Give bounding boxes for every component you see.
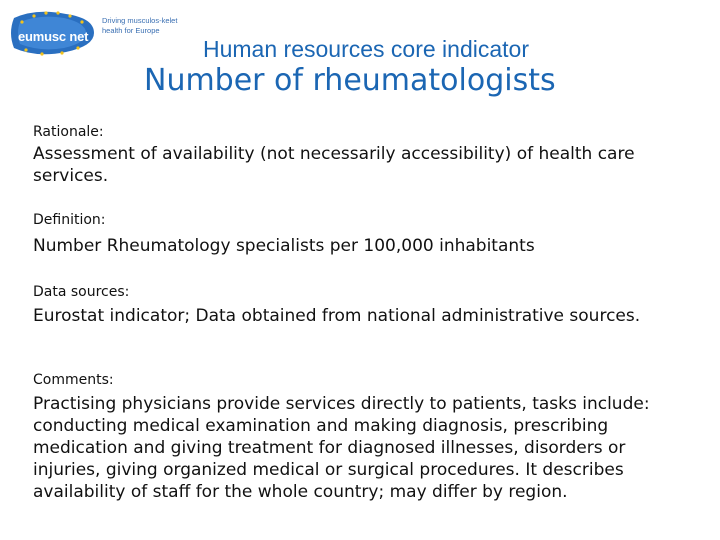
- rationale-text: [33, 143, 713, 187]
- rationale-label: Rationale:: [33, 124, 104, 140]
- comments-text-line3: medication and giving treatment for diagnosed illnesses, disorders or: [33, 438, 626, 458]
- comments-section: [33, 371, 713, 503]
- data-sources-label: Data sources:: [33, 284, 130, 300]
- rationale-text-line1: Assessment of availability (not necessarily accessibility) of health care: [33, 144, 635, 164]
- logo-wordmark: eumusc net: [18, 29, 89, 44]
- logo-tagline-line2: health for Europe: [102, 26, 160, 35]
- definition-text: Number Rheumatology specialists per 100,000 inhabitants: [33, 236, 535, 256]
- logo-tagline: [102, 16, 177, 36]
- slide-title: Number of rheumatologists: [144, 63, 556, 98]
- slide-subtitle: [0, 36, 720, 63]
- comments-label: Comments:: [33, 372, 114, 388]
- comments-text-line5: availability of staff for the whole country; may differ by region.: [33, 482, 568, 502]
- data-sources-text: Eurostat indicator; Data obtained from national administrative sources.: [33, 306, 641, 326]
- rationale-text-line2: services.: [33, 166, 109, 186]
- comments-text-line1: Practising physicians provide services directly to patients, tasks include:: [33, 394, 650, 414]
- definition-section: [33, 211, 713, 257]
- slide-subtitle-text: Human resources core indicator: [203, 36, 529, 62]
- rationale-section: [33, 123, 713, 187]
- comments-text: [33, 393, 713, 503]
- comments-text-line4: injuries, giving organized medical or surgical procedures. It describes: [33, 460, 624, 480]
- comments-text-line2: conducting medical examination and making diagnosis, prescribing: [33, 416, 609, 436]
- data-sources-section: [33, 283, 713, 327]
- logo-tagline-line1: Driving musculos-kelet: [102, 16, 178, 25]
- definition-label: Definition:: [33, 212, 106, 228]
